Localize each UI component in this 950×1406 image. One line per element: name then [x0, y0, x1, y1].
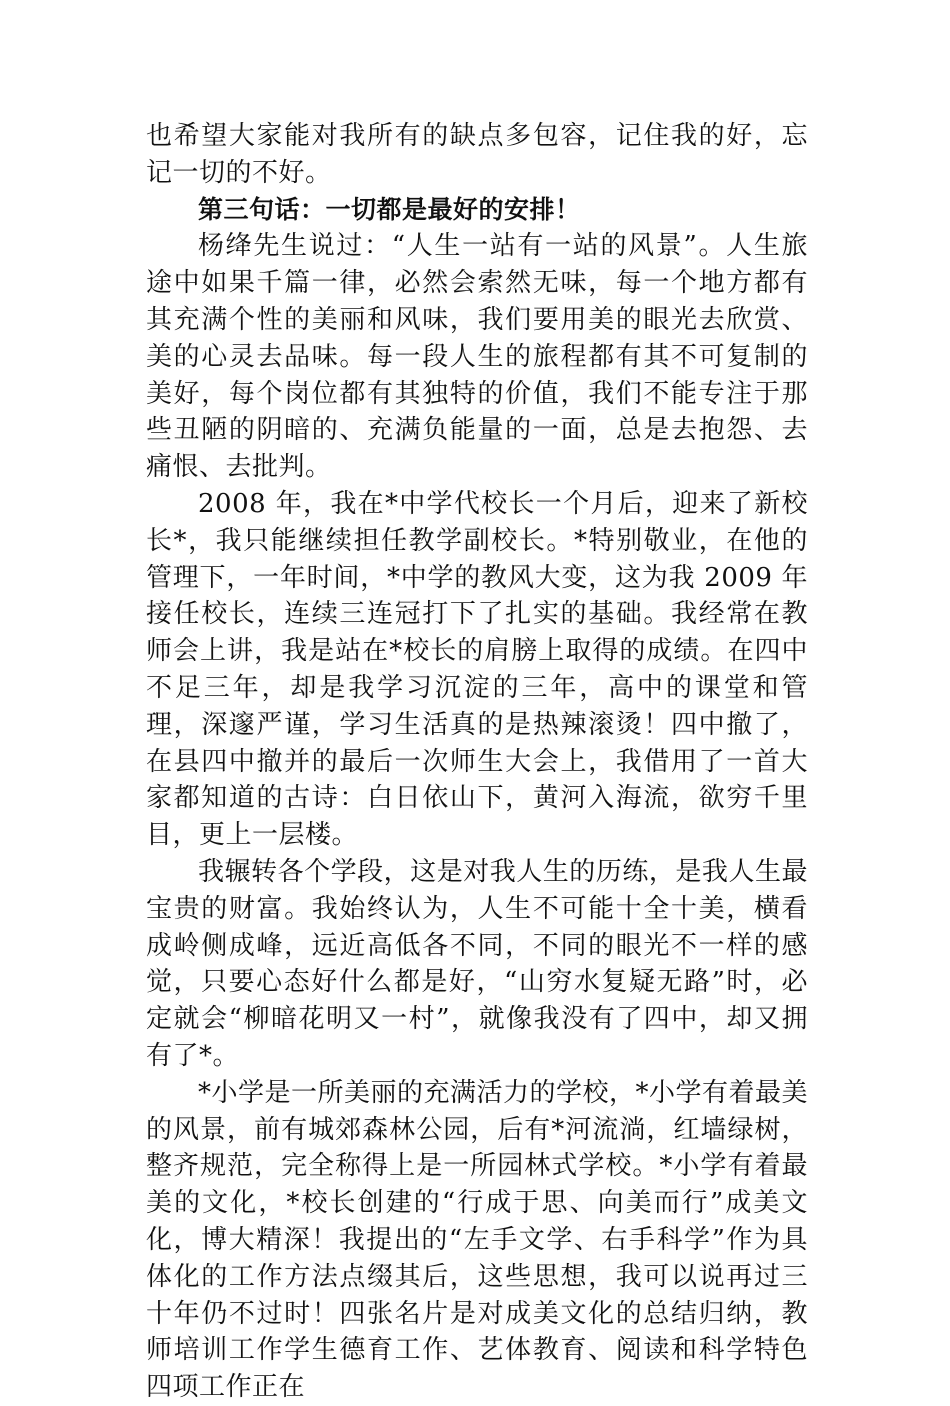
- document-body: [146, 118, 808, 1406]
- paragraph-primary-school: *小学是一所美丽的充满活力的学校，*小学有着最美的风景，前有城郊森林公园，后有*河流淌，红墙绿树，整齐规范，完全称得上是一所园林式学校。*小学有着最美的文化，*校长创建的“行成于思、向美而行”成美文化，博大精深！我提出的“左手文学、右手科学”作为具体化的工作方法点缀其后，这些思想，我可以说再过三十年仍不过时！四张名片是对成美文化的总结归纳，教师培训工作学生德育工作、艺体教育、阅读和科学特色四项工作正在: [146, 1077, 809, 1403]
- paragraph-yang-jiang-quote: 杨绛先生说过：“人生一站有一站的风景”。人生旅途中如果千篇一律，必然会索然无味，每一个地方都有其充满个性的美丽和风味，我们要用美的眼光去欣赏、美的心灵去品味。每一段人生的旅程都有其不可复制的美好，每个岗位都有其独特的价值，我们不能专注于那些丑陋的阴暗的、充满负能量的一面，总是去抱怨、去痛恨、去批判。: [146, 231, 808, 483]
- paragraph-continuation: 也希望大家能对我所有的缺点多包容，记住我的好，忘记一切的不好。: [146, 121, 808, 188]
- paragraph-2008-experience: 2008 年，我在*中学代校长一个月后，迎来了新校长*，我只能继续担任教学副校长。*特别敬业，在他的管理下，一年时间，*中学的教风大变，这为我 2009 年接任校长，连续三连冠打下了扎实的基础。我经常在教师会上讲，我是站在*校长的肩膀上取得的成绩。在四中不足三年，却是我学习沉淀的三年，高中的课堂和管理，深邃严谨，学习生活真的是热辣滚烫！四中撤了，在县四中撤并的最后一次师生大会上，我借用了一首大家都知道的古诗：白日依山下，黄河入海流，欲穷千里目，更上一层楼。: [146, 488, 808, 851]
- section-heading: 第三句话：一切都是最好的安排！: [198, 194, 581, 224]
- paragraph-life-reflection: 我辗转各个学段，这是对我人生的历练，是我人生最宝贵的财富。我始终认为，人生不可能十全十美，横看成岭侧成峰，远近高低各不同，不同的眼光不一样的感觉，只要心态好什么都是好，“山穷水复疑无路”时，必定就会“柳暗花明又一村”，就像我没有了四中，却又拥有了*。: [146, 856, 808, 1071]
